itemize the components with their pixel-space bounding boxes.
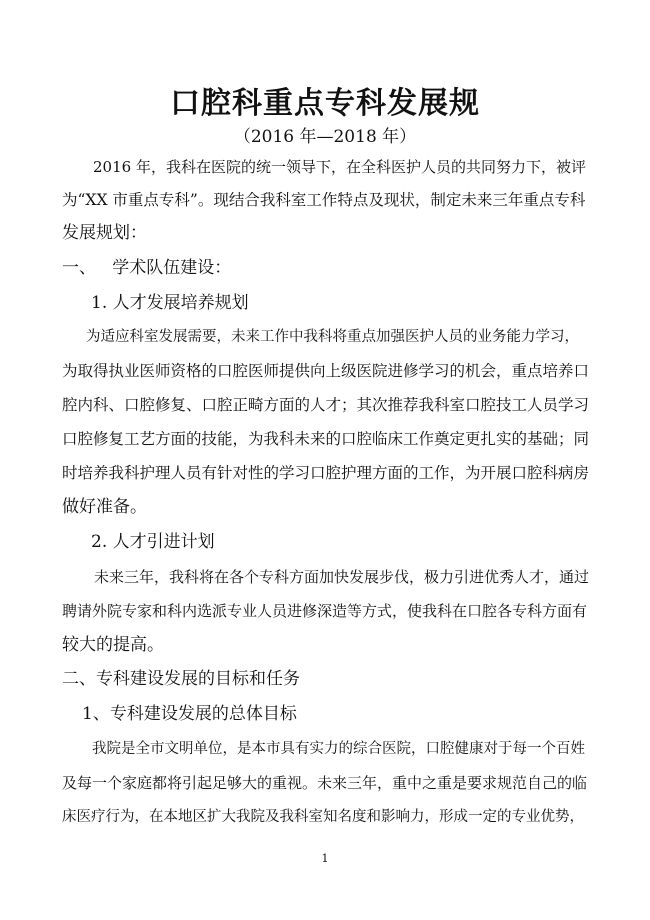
text-line: 腔内科、口腔修复、口腔正畸方面的人才；其次推荐我科室口腔技工人员学习 bbox=[62, 396, 590, 414]
text-line: 做好准备。 bbox=[62, 497, 147, 517]
section-heading: 一、 学术队伍建设： bbox=[62, 258, 232, 278]
page-number: 1 bbox=[321, 852, 329, 865]
subsection-heading: 1、专科建设发展的总体目标 bbox=[82, 704, 297, 724]
text-line: 为“XX 市重点专科”。现结合我科室工作特点及现状，制定未来三年重点专科 bbox=[62, 191, 586, 209]
text-line: 为取得执业医师资格的口腔医师提供向上级医院进修学习的机会，重点培养口 bbox=[62, 362, 590, 380]
text-line: 床医疗行为，在本地区扩大我院及我科室知名度和影响力，形成一定的专业优势， bbox=[62, 809, 584, 825]
text-line: 及每一个家庭都将引起足够大的重视。未来三年，重中之重是要求规范自己的临 bbox=[62, 774, 588, 792]
text-line: 为适应科室发展需要，未来工作中我科将重点加强医护人员的业务能力学习， bbox=[86, 329, 579, 345]
document-subtitle: （2016 年—2018 年） bbox=[233, 127, 417, 147]
subsection-heading: 1. 人才发展培养规划 bbox=[91, 293, 249, 313]
text-line: 时培养我科护理人员有针对性的学习口腔护理方面的工作，为开展口腔科病房 bbox=[62, 464, 590, 482]
text-line: 2016 年，我科在医院的统一领导下，在全科医护人员的共同努力下，被评 bbox=[93, 158, 586, 176]
text-line: 我院是全市文明单位，是本市具有实力的综合医院，口腔健康对于每一个百姓 bbox=[92, 741, 585, 757]
text-line: 发展规划： bbox=[62, 223, 147, 243]
document-title: 口腔科重点专科发展规 bbox=[170, 86, 480, 121]
text-line: 未来三年，我科将在各个专科方面加快发展步伐，极力引进优秀人才，通过 bbox=[94, 568, 590, 586]
text-line: 较大的提高。 bbox=[62, 635, 164, 655]
section-heading: 二、专科建设发展的目标和任务 bbox=[62, 669, 300, 689]
text-line: 聘请外院专家和科内选派专业人员进修深造等方式，使我科在口腔各专科方面有 bbox=[62, 602, 588, 620]
text-line: 口腔修复工艺方面的技能，为我科未来的口腔临床工作奠定更扎实的基础；同 bbox=[62, 430, 590, 448]
subsection-heading: 2. 人才引进计划 bbox=[91, 532, 215, 552]
